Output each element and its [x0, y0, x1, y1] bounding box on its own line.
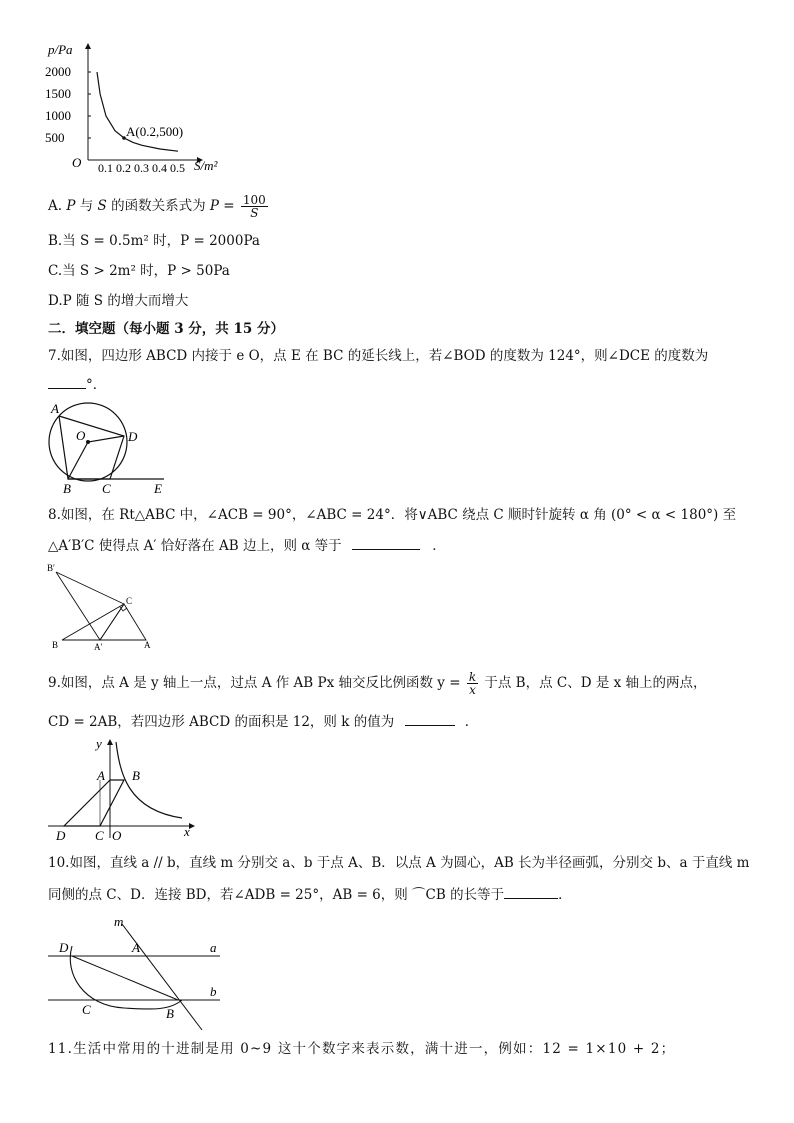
hyperbola-curve	[97, 72, 178, 151]
q9-label-d: D	[56, 828, 66, 843]
q10-label-b-line: b	[210, 984, 217, 999]
option-c: C.当 S > 2m² 时，P > 50Pa	[48, 263, 230, 279]
q10-answer-blank[interactable]	[504, 886, 558, 899]
q9-line1: 9.如图，点 A 是 y 轴上一点，过点 A 作 AB Px 轴交反比例函数 y = $\frac{k}{x}$ 于点 B，点 C、D 是 x 轴上的两点，	[48, 670, 707, 697]
q9-line2: CD = 2AB，若四边形 ABCD 的面积是 12，则 k 的值为 ．	[48, 714, 479, 730]
q7-line2: °．	[48, 376, 106, 394]
q9-label-x: x	[184, 824, 190, 839]
q8-label-a: A	[144, 640, 151, 650]
q8-label-a1: A′	[94, 642, 103, 652]
q10-parallel-lines-figure	[44, 914, 234, 1038]
q10-label-a-line: a	[210, 940, 217, 955]
x-tick-label: 0.4	[152, 161, 167, 175]
y-tick-label: 2000	[45, 64, 71, 79]
q10-label-a-point: A	[132, 940, 140, 955]
y-tick-label: 500	[45, 130, 65, 145]
q9-fraction: $\frac{k}{x}$	[468, 670, 477, 697]
q7-label-a: A	[51, 401, 59, 416]
q8-triangle-figure	[44, 560, 160, 652]
x-axis-label: S/m²	[194, 158, 218, 173]
q9-label-y: y	[96, 736, 102, 751]
q8-line2: △A′B′C 使得点 A′ 恰好落在 AB 边上，则 α 等于 ．	[48, 538, 446, 554]
q8-answer-blank[interactable]	[352, 537, 420, 550]
quadrilateral-abcd-q9	[64, 780, 124, 826]
point-a-label: A(0.2,500)	[126, 124, 184, 139]
q9-label-b: B	[132, 768, 140, 783]
origin-label: O	[72, 155, 82, 170]
q8-line1: 8.如图，在 Rt△ABC 中，∠ACB = 90°，∠ABC = 24°．将∨ABC 绕点 C 顺时针旋转 α 角 (0° < α < 180°) 至	[48, 507, 737, 523]
q7-label-o: O	[76, 428, 86, 443]
q7-circle-figure	[40, 398, 180, 496]
q9-label-c: C	[95, 828, 104, 843]
q8-label-b: B	[52, 640, 59, 650]
y-tick-label: 1500	[45, 86, 71, 101]
q10-label-c: C	[82, 1002, 91, 1017]
x-tick-label: 0.2	[116, 161, 131, 175]
q7-label-d: D	[128, 429, 138, 444]
q9-answer-blank[interactable]	[405, 713, 455, 726]
q10-line1: 10.如图，直线 a // b，直线 m 分别交 a、b 于点 A、B．以点 A 为圆心，AB 长为半径画弧，分别交 b、a 于直线 m	[48, 855, 750, 871]
center-o	[86, 440, 90, 444]
segment-bd	[72, 956, 178, 1000]
x-tick-label: 0.5	[170, 161, 185, 175]
q9-label-a: A	[97, 768, 105, 783]
option-a: A. P 与 S 的函数关系式为 P = $\frac{100}{S}$	[48, 193, 266, 220]
q9-hyperbola	[116, 742, 182, 818]
x-tick-label: 0.3	[134, 161, 149, 175]
q7-label-e: E	[154, 481, 162, 496]
q7-label-c: C	[102, 481, 111, 496]
quadrilateral-abcd	[59, 416, 124, 479]
section-heading: 二．填空题（每小题 3 分，共 15 分）	[48, 321, 284, 337]
q10-label-b-point: B	[166, 1006, 174, 1021]
q10-label-d: D	[59, 940, 69, 955]
q10-label-m: m	[114, 914, 124, 929]
pressure-area-graph	[40, 40, 230, 180]
q11-line1: 11.生活中常用的十进制是用 0~9 这十个数字来表示数，满十进一，例如：12 = 1×10 + 2；	[48, 1041, 676, 1057]
option-d: D.P 随 S 的增大而增大	[48, 293, 189, 309]
q7-label-b: B	[63, 481, 71, 496]
q7-line1: 7.如图，四边形 ABCD 内接于 e O，点 E 在 BC 的延长线上，若∠BOD 的度数为 124°，则∠DCE 的度数为	[48, 348, 709, 364]
q9-label-o: O	[112, 828, 122, 843]
y-tick-label: 1000	[45, 108, 71, 123]
q9-inverse-function-figure	[44, 734, 204, 844]
option-b: B.当 S = 0.5m² 时，P = 2000Pa	[48, 233, 260, 249]
triangle-a1b1c	[56, 572, 124, 640]
q10-line2: 同侧的点 C、D．连接 BD，若∠ADB = 25°，AB = 6，则 ⌒CB 的长等于 ．	[48, 887, 572, 903]
q8-label-c: C	[126, 596, 133, 606]
q7-answer-blank[interactable]	[48, 376, 86, 389]
q8-label-b1: B′	[47, 563, 55, 573]
y-axis-label: p/Pa	[48, 42, 73, 57]
option-a-fraction: $\frac{100}{S}$	[242, 193, 266, 220]
x-tick-label: 0.1	[98, 161, 113, 175]
